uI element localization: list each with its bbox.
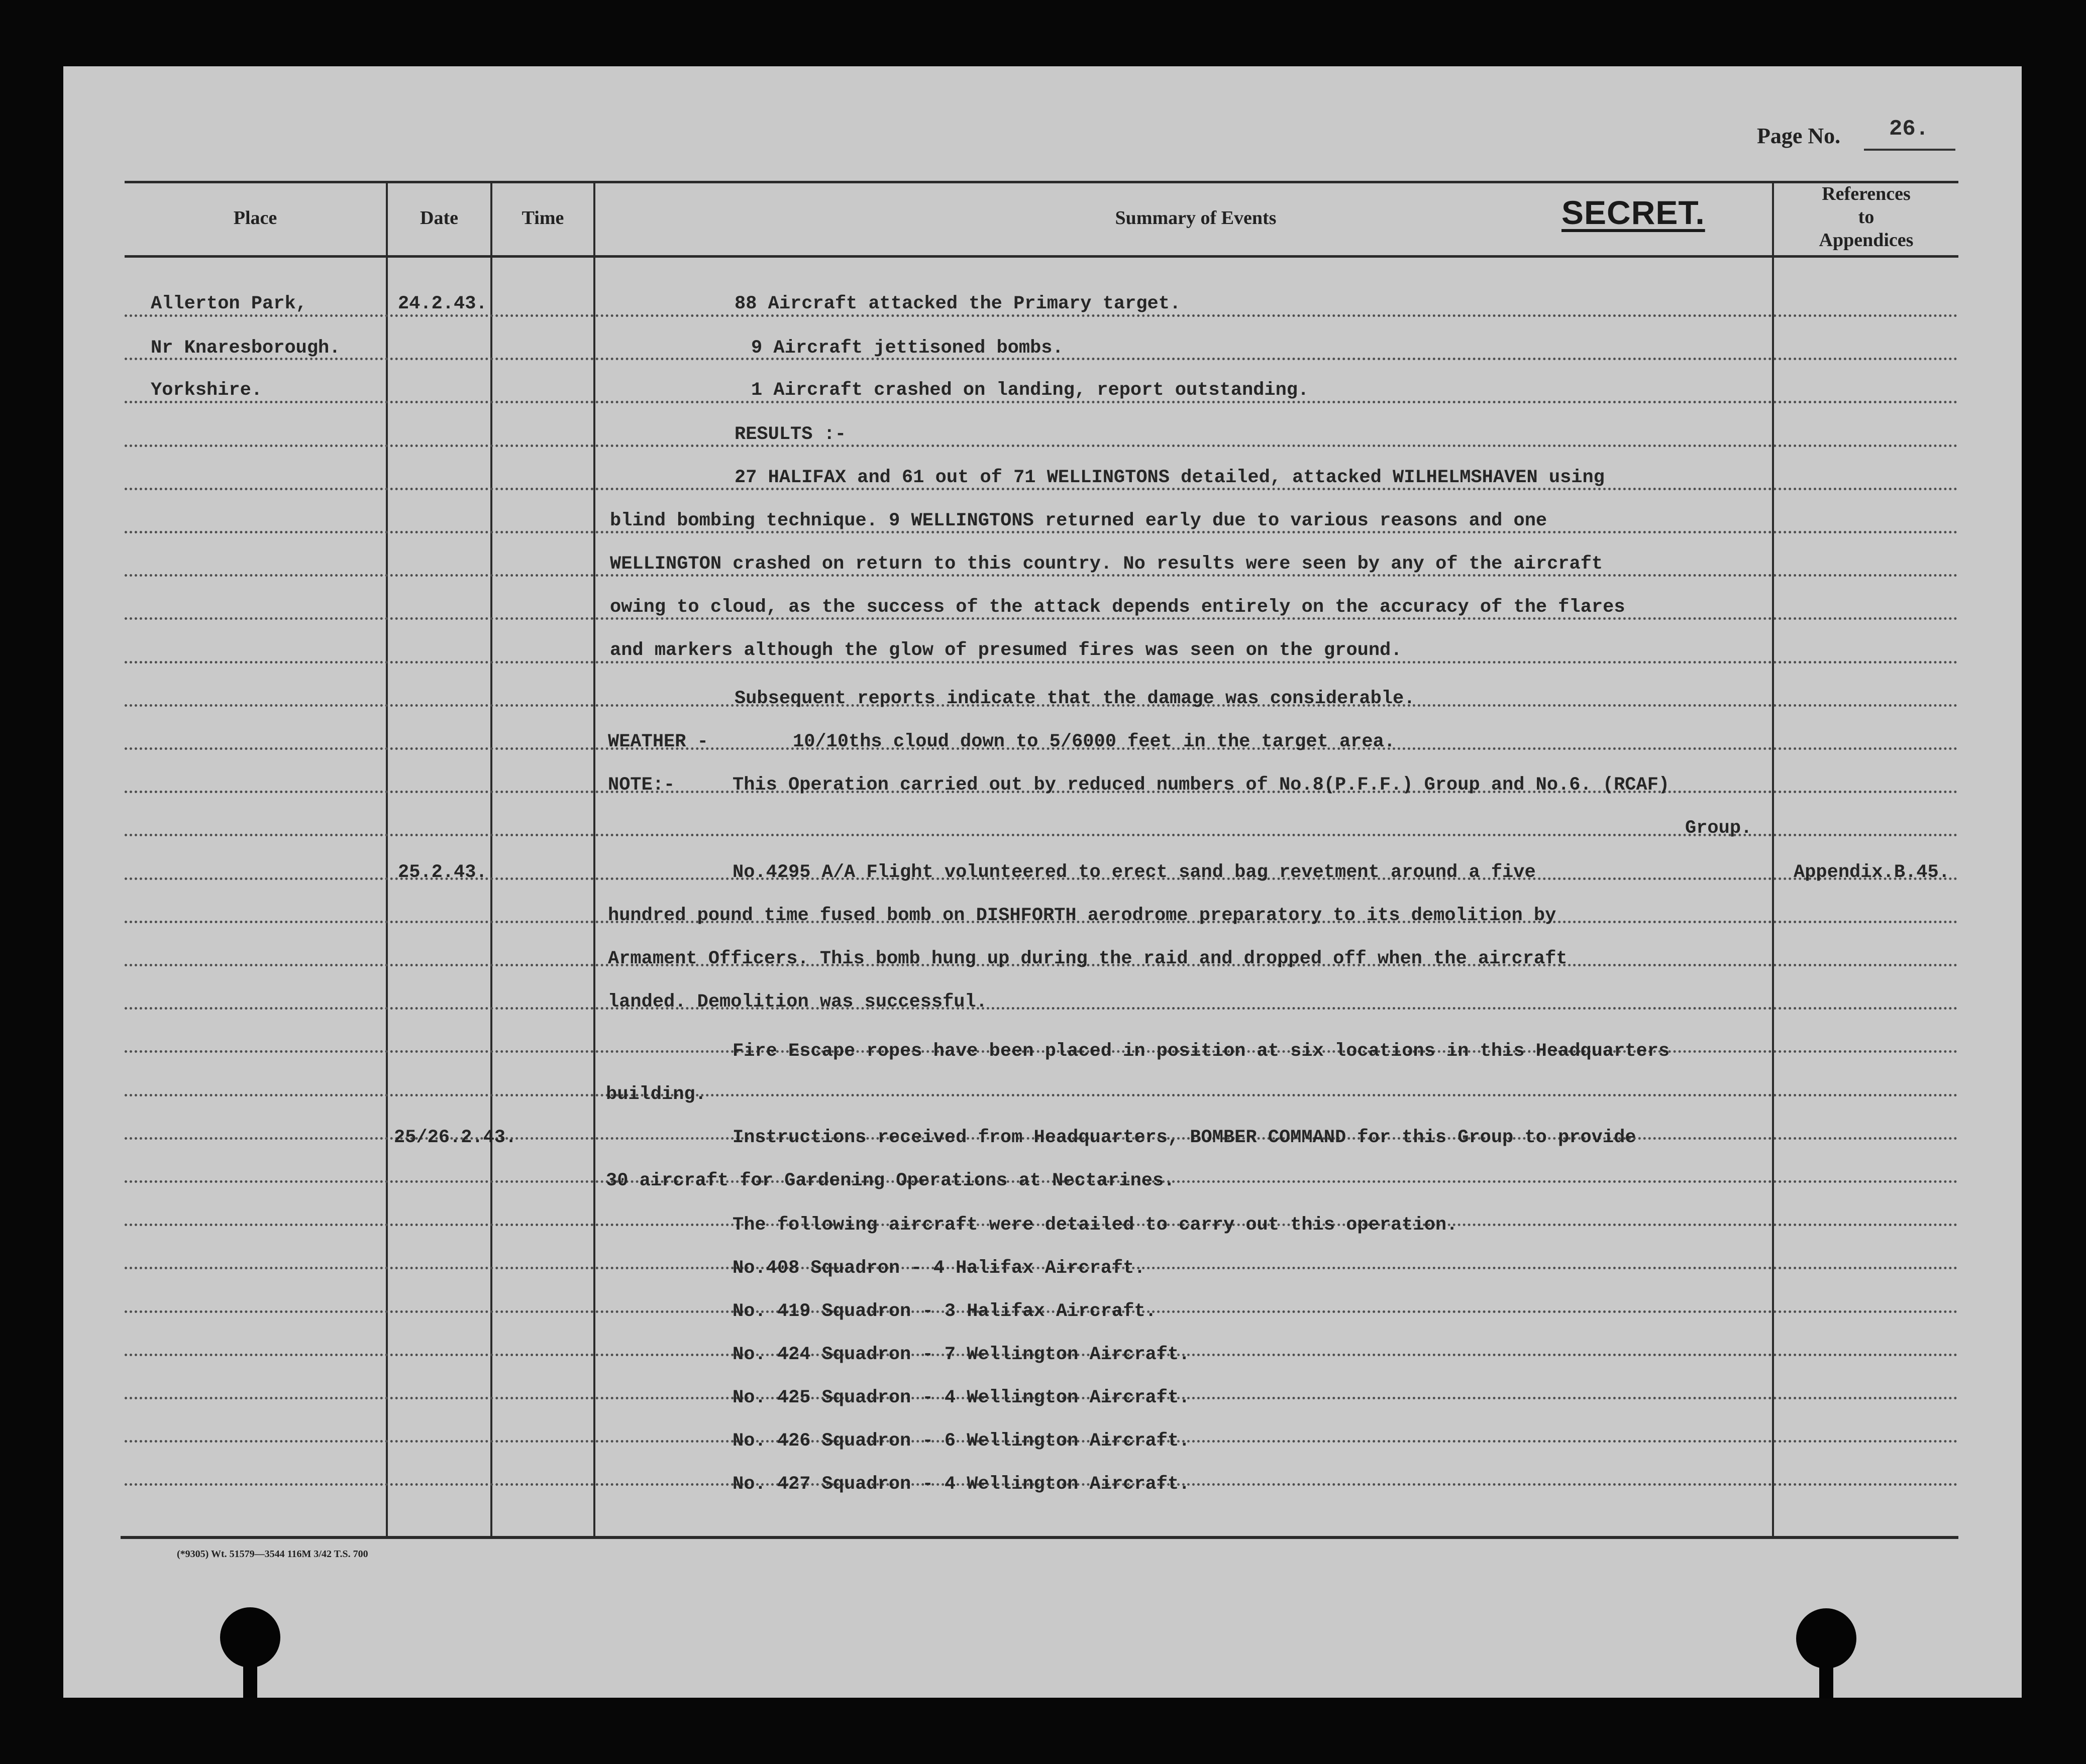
date-time-divider [490,181,492,1536]
print-code-footer: (*9305) Wt. 51579—3544 116M 3/42 T.S. 700 [177,1549,368,1560]
squadron-line: No.408 Squadron - 4 Halifax Aircraft. [733,1258,1145,1279]
ruled-line [125,1007,1958,1010]
summary-line: blind bombing technique. 9 WELLINGTONS returned early due to various reasons and one [610,510,1547,531]
summary-line: 9 Aircraft jettisoned bombs. [751,338,1064,359]
ruled-line [125,314,1958,317]
summary-line: No.4295 A/A Flight volunteered to erect sand bag revetment around a five [733,862,1536,883]
column-header-references-3: Appendices [1819,230,1914,251]
column-header-place: Place [233,207,277,229]
summary-line: owing to cloud, as the success of the attack depends entirely on the accuracy of the flares [610,597,1625,618]
squadron-line: No. 419 Squadron - 3 Halifax Aircraft. [733,1301,1157,1322]
summary-line: The following aircraft were detailed to carry out this operation. [733,1215,1458,1236]
summary-line: building. [606,1084,706,1105]
column-header-references-1: References [1822,183,1911,204]
date-entry-1: 24.2.43. [398,293,487,314]
summary-line: Instructions received from Headquarters, BOMBER COMMAND for this Group to provide [733,1127,1636,1148]
summary-line: This Operation carried out by reduced numbers of No.8(P.F.F.) Group and No.6. (RCAF) [733,775,1670,796]
place-line-3: Yorkshire. [151,380,263,401]
binder-tab-right [1819,1653,1833,1699]
column-header-date: Date [420,207,458,229]
binder-tab-left [243,1652,257,1698]
column-header-time: Time [522,207,564,229]
summary-references-divider [1772,181,1774,1536]
reference-entry-1: Appendix.B.45. [1794,862,1950,883]
summary-line: and markers although the glow of presumed fires was seen on the ground. [610,640,1402,661]
squadron-line: No. 427 Squadron - 4 Wellington Aircraft. [733,1474,1190,1495]
summary-line: Armament Officers. This bomb hung up during the raid and dropped off when the aircraft [608,948,1568,969]
summary-line: Subsequent reports indicate that the damage was considerable. [735,688,1415,709]
date-entry-2: 25.2.43. [398,862,487,883]
summary-line: 10/10ths cloud down to 5/6000 feet in the target area. [793,731,1395,752]
summary-line: landed. Demolition was successful. [608,991,987,1013]
summary-line: hundred pound time fused bomb on DISHFORTH aerodrome preparatory to its demolition by [608,905,1556,926]
table-bottom-rule [121,1536,1958,1539]
squadron-line: No. 425 Squadron - 4 Wellington Aircraft. [733,1387,1190,1408]
column-header-summary: Summary of Events [1115,207,1277,229]
table-top-rule [125,181,1958,183]
squadron-line: No. 424 Squadron - 7 Wellington Aircraft. [733,1344,1190,1365]
place-line-2: Nr Knaresborough. [151,338,341,359]
summary-line: 30 aircraft for Gardening Operations at Nectarines. [606,1170,1175,1191]
page-number: 26. [1889,117,1929,142]
ruled-line [125,1094,1958,1096]
summary-line: 1 Aircraft crashed on landing, report outstanding. [751,380,1309,401]
summary-line: Fire Escape ropes have been placed in position at six locations in this Headquarters [733,1041,1670,1062]
secret-stamp: SECRET. [1561,194,1705,231]
place-date-divider [386,181,388,1536]
page-number-label: Page No. [1757,124,1841,148]
squadron-line: No. 426 Squadron - 6 Wellington Aircraft. [733,1430,1190,1452]
ruled-line [125,401,1958,403]
ruled-line [125,661,1958,664]
summary-line: WELLINGTON crashed on return to this country. No results were seen by any of the aircraft [610,554,1603,575]
date-entry-3: 25/26.2.43. [394,1127,517,1148]
weather-heading: WEATHER - [608,731,708,752]
page-number-underline [1864,149,1955,151]
time-summary-divider [593,181,595,1536]
ruled-line [125,445,1958,447]
ruled-line [125,834,1958,836]
place-line-1: Allerton Park, [151,293,307,314]
results-heading: RESULTS :- [735,424,847,445]
note-heading: NOTE:- [608,775,675,796]
summary-line: 27 HALIFAX and 61 out of 71 WELLINGTONS detailed, attacked WILHELMSHAVEN using [735,467,1605,488]
header-bottom-rule [125,255,1958,258]
summary-line: 88 Aircraft attacked the Primary target. [735,293,1181,314]
column-header-references-2: to [1858,206,1874,228]
summary-line: Group. [1685,818,1752,839]
